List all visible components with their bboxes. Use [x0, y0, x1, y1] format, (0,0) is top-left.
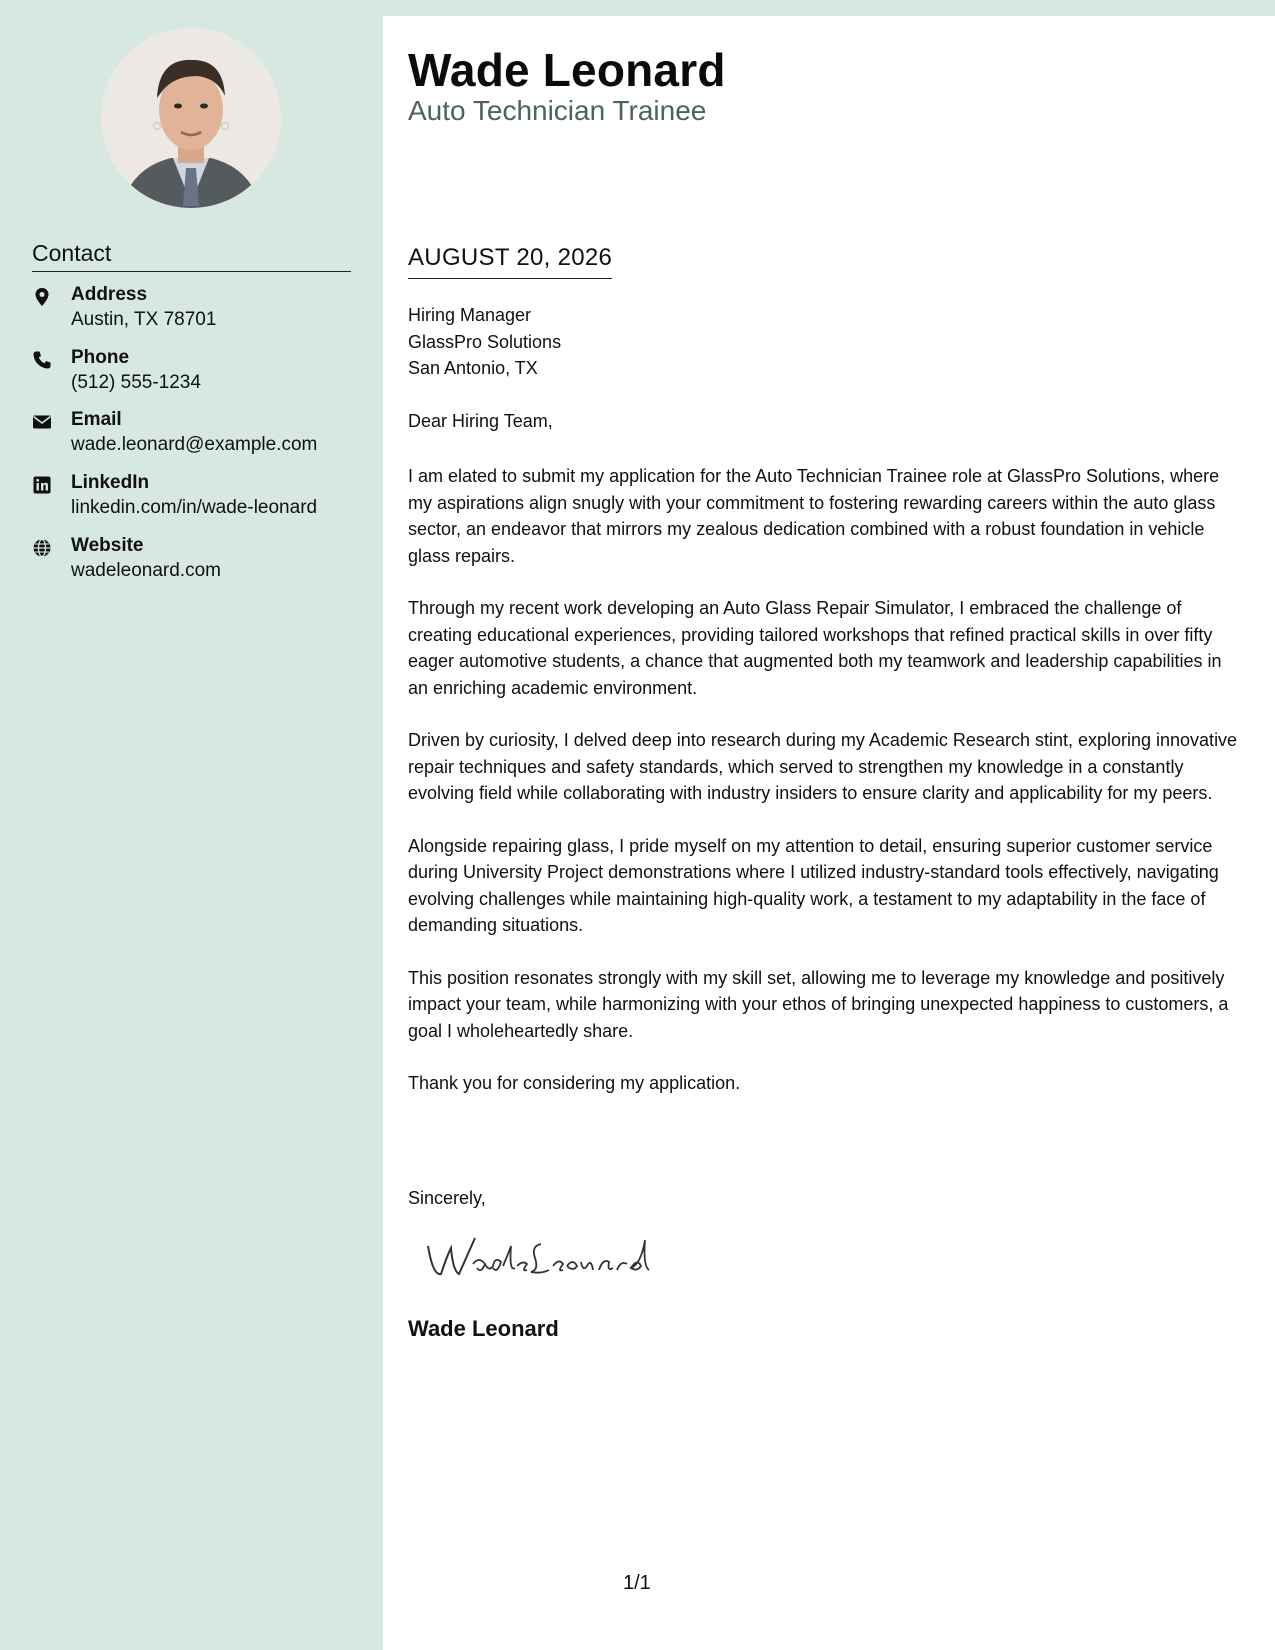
paragraph: I am elated to submit my application for the Auto Technician Trainee role at GlassPro Solutions, where my aspirations align snugly with your commitment to fostering rewarding careers within the auto glass sector, an endeavor that mirrors my zealous dedication combined with a robust foundation in vehicle glass repairs.: [408, 466, 1220, 566]
paragraph: Alongside repairing glass, I pride myself on my attention to detail, ensuring superior customer service during University Project demonstrations where I utilized industry-standard tools effectively, navigating evolving challenges while maintaining high-quality work, a testament to my adaptability in the face of demanding situations.: [408, 835, 1219, 935]
recipient-line: San Antonio, TX: [408, 358, 538, 378]
contact-label: Website: [71, 535, 144, 556]
map-pin-icon: [32, 287, 52, 307]
contact-label: Phone: [71, 347, 130, 368]
website-value[interactable]: wadeleonard.com: [71, 560, 221, 581]
linkedin-value[interactable]: linkedin.com/in/wade-leonard: [71, 497, 318, 518]
avatar-portrait-image: [101, 28, 281, 208]
handwritten-signature: [423, 1226, 663, 1286]
phone-value: (512) 555-1234: [71, 372, 201, 393]
globe-icon: [32, 538, 52, 558]
letter-date: AUGUST 20, 2026: [408, 244, 612, 279]
contact-label: LinkedIn: [71, 472, 150, 493]
address-value: Austin, TX 78701: [71, 309, 217, 330]
paragraph: This position resonates strongly with my skill set, allowing me to leverage my knowledge and positively impact your team, while harmonizing with your ethos of bringing unexpected happiness to customers, a goal I wholeheartedly share.: [408, 967, 1229, 1041]
sidebar: [0, 0, 383, 1650]
contact-linkedin: [32, 472, 362, 526]
contact-phone: [32, 347, 362, 401]
salutation: Dear Hiring Team,: [408, 411, 553, 431]
job-title: Auto Technician Trainee: [408, 95, 707, 126]
paragraph: Through my recent work developing an Auto Glass Repair Simulator, I embraced the challenge of creating educational experiences, providing tailored workshops that refined practical skills in over fifty eager automotive students, a chance that augmented both my teamwork and leadership capabilities in an enriching academic environment.: [408, 598, 1222, 698]
paragraph: Thank you for considering my application.: [408, 1073, 741, 1093]
phone-icon: [32, 350, 52, 370]
linkedin-icon: [32, 475, 52, 495]
contact-website: [32, 535, 362, 589]
contact-label: Address: [71, 284, 148, 305]
contact-address: [32, 284, 362, 338]
recipient-line: GlassPro Solutions: [408, 331, 562, 352]
paragraph: Driven by curiosity, I delved deep into research during my Academic Research stint, exploring innovative repair techniques and safety standards, which served to strengthen my knowledge in a constantly evolving field while collaborating with industry insiders to ensure clarity and applicability for my peers.: [408, 730, 1238, 803]
applicant-name: Wade Leonard: [408, 44, 726, 96]
letter-paragraphs: [408, 463, 1246, 1123]
recipient-block: [408, 302, 561, 382]
page-number: 1/1: [623, 1572, 651, 1594]
letter-body: [383, 16, 1275, 1650]
contact-heading: Contact: [32, 240, 351, 272]
closing: Sincerely,: [408, 1188, 486, 1208]
contact-email: [32, 409, 362, 463]
envelope-icon: [32, 412, 52, 432]
email-value[interactable]: wade.leonard@example.com: [71, 434, 318, 455]
contact-label: Email: [71, 409, 122, 430]
recipient-line: Hiring Manager: [408, 305, 532, 325]
avatar: [101, 28, 281, 208]
signer-name: Wade Leonard: [408, 1316, 559, 1341]
